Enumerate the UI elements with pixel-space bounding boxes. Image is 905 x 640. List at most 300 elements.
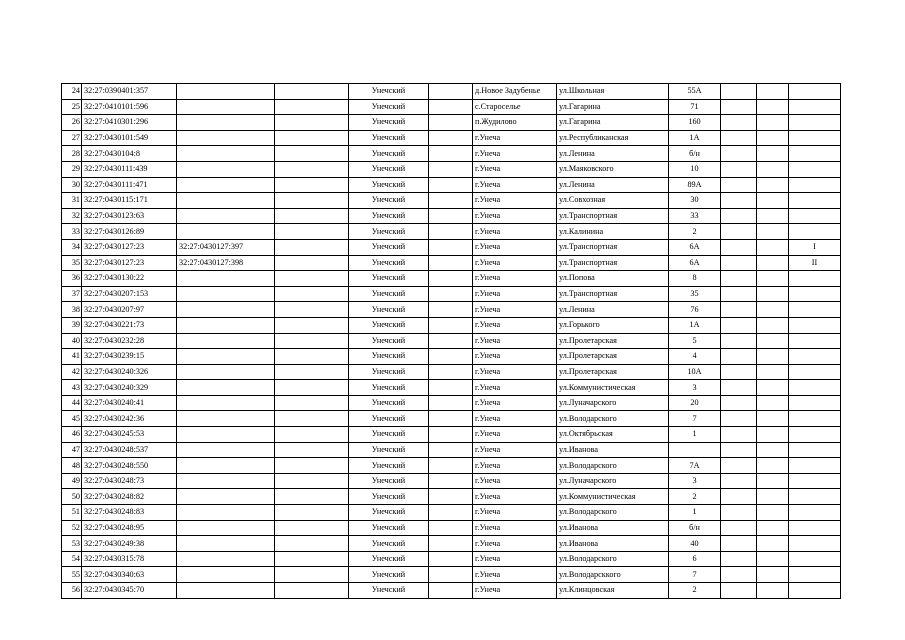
row-number-cell: 30: [62, 177, 82, 193]
row-number-cell: 45: [62, 411, 82, 427]
sub-cadastral-number-cell: [177, 395, 275, 411]
row-number-cell: 43: [62, 380, 82, 396]
row-number-cell: 38: [62, 302, 82, 318]
empty-cell: [721, 536, 757, 552]
house-number-cell: 30: [669, 193, 721, 209]
house-number-cell: 8: [669, 271, 721, 287]
row-number-cell: 51: [62, 505, 82, 521]
district-cell: Унечский: [349, 239, 429, 255]
cadastral-number-cell: 32:27:0430248:550: [82, 458, 177, 474]
empty-cell: [275, 567, 349, 583]
row-number-cell: 44: [62, 395, 82, 411]
empty-cell: [721, 442, 757, 458]
property-table: [61, 83, 841, 599]
row-number-cell: 31: [62, 193, 82, 209]
empty-cell: [429, 380, 473, 396]
house-number-cell: 1А: [669, 130, 721, 146]
empty-cell: [275, 208, 349, 224]
empty-cell: [275, 583, 349, 599]
street-cell: ул.Коммунистическая: [557, 380, 669, 396]
table-row: [62, 442, 841, 458]
empty-cell: [757, 349, 789, 365]
district-cell: Унечский: [349, 364, 429, 380]
table-row: [62, 302, 841, 318]
settlement-cell: г.Унеча: [473, 380, 557, 396]
district-cell: Унечский: [349, 302, 429, 318]
empty-cell: [757, 286, 789, 302]
cadastral-number-cell: 32:27:0430248:95: [82, 520, 177, 536]
settlement-cell: г.Унеча: [473, 395, 557, 411]
empty-cell: [429, 473, 473, 489]
empty-cell: [721, 380, 757, 396]
table-row: [62, 349, 841, 365]
empty-cell: [757, 115, 789, 131]
cadastral-number-cell: 32:27:0430249:38: [82, 536, 177, 552]
empty-cell: [757, 567, 789, 583]
row-number-cell: 54: [62, 551, 82, 567]
empty-cell: [275, 536, 349, 552]
settlement-cell: г.Унеча: [473, 333, 557, 349]
empty-cell: [757, 177, 789, 193]
empty-cell: [721, 395, 757, 411]
empty-cell: [721, 551, 757, 567]
sub-cadastral-number-cell: [177, 193, 275, 209]
row-number-cell: 40: [62, 333, 82, 349]
unit-cell: [789, 427, 841, 443]
cadastral-number-cell: 32:27:0430207:153: [82, 286, 177, 302]
empty-cell: [757, 520, 789, 536]
empty-cell: [429, 146, 473, 162]
district-cell: Унечский: [349, 583, 429, 599]
table-row: [62, 567, 841, 583]
district-cell: Унечский: [349, 427, 429, 443]
district-cell: Унечский: [349, 411, 429, 427]
empty-cell: [429, 411, 473, 427]
sub-cadastral-number-cell: [177, 286, 275, 302]
settlement-cell: г.Унеча: [473, 130, 557, 146]
unit-cell: [789, 286, 841, 302]
settlement-cell: г.Унеча: [473, 193, 557, 209]
settlement-cell: г.Унеча: [473, 271, 557, 287]
house-number-cell: 40: [669, 536, 721, 552]
sub-cadastral-number-cell: [177, 99, 275, 115]
unit-cell: [789, 583, 841, 599]
empty-cell: [429, 427, 473, 443]
street-cell: ул.Володарского: [557, 505, 669, 521]
empty-cell: [275, 84, 349, 100]
table-row: [62, 380, 841, 396]
empty-cell: [275, 505, 349, 521]
table-row: [62, 458, 841, 474]
empty-cell: [757, 146, 789, 162]
district-cell: Унечский: [349, 286, 429, 302]
empty-cell: [429, 458, 473, 474]
row-number-cell: 33: [62, 224, 82, 240]
unit-cell: [789, 551, 841, 567]
table-row: [62, 536, 841, 552]
street-cell: ул.Ленина: [557, 302, 669, 318]
settlement-cell: г.Унеча: [473, 364, 557, 380]
district-cell: Унечский: [349, 84, 429, 100]
house-number-cell: 5: [669, 333, 721, 349]
settlement-cell: г.Унеча: [473, 146, 557, 162]
sub-cadastral-number-cell: [177, 317, 275, 333]
empty-cell: [429, 567, 473, 583]
street-cell: ул.Транспортная: [557, 286, 669, 302]
cadastral-number-cell: 32:27:0410301:296: [82, 115, 177, 131]
table-row: [62, 286, 841, 302]
unit-cell: [789, 224, 841, 240]
cadastral-number-cell: 32:27:0430115:171: [82, 193, 177, 209]
row-number-cell: 47: [62, 442, 82, 458]
settlement-cell: г.Унеча: [473, 177, 557, 193]
street-cell: ул.Попова: [557, 271, 669, 287]
empty-cell: [757, 317, 789, 333]
cadastral-number-cell: 32:27:0430242:36: [82, 411, 177, 427]
house-number-cell: 3: [669, 473, 721, 489]
sub-cadastral-number-cell: [177, 364, 275, 380]
street-cell: ул.Иванова: [557, 536, 669, 552]
cadastral-number-cell: 32:27:0430126:89: [82, 224, 177, 240]
unit-cell: [789, 333, 841, 349]
empty-cell: [757, 224, 789, 240]
settlement-cell: г.Унеча: [473, 567, 557, 583]
empty-cell: [721, 255, 757, 271]
row-number-cell: 26: [62, 115, 82, 131]
sub-cadastral-number-cell: 32:27:0430127:398: [177, 255, 275, 271]
empty-cell: [429, 130, 473, 146]
cadastral-number-cell: 32:27:0430221:73: [82, 317, 177, 333]
sub-cadastral-number-cell: [177, 520, 275, 536]
row-number-cell: 32: [62, 208, 82, 224]
sub-cadastral-number-cell: [177, 536, 275, 552]
house-number-cell: 6: [669, 551, 721, 567]
empty-cell: [721, 333, 757, 349]
house-number-cell: 2: [669, 583, 721, 599]
street-cell: ул.Ленина: [557, 177, 669, 193]
table-row: [62, 427, 841, 443]
empty-cell: [757, 161, 789, 177]
row-number-cell: 52: [62, 520, 82, 536]
empty-cell: [757, 333, 789, 349]
cadastral-number-cell: 32:27:0430130:22: [82, 271, 177, 287]
unit-cell: [789, 208, 841, 224]
empty-cell: [757, 458, 789, 474]
table-row: [62, 161, 841, 177]
district-cell: Унечский: [349, 255, 429, 271]
street-cell: ул.Калинина: [557, 224, 669, 240]
empty-cell: [721, 364, 757, 380]
empty-cell: [429, 177, 473, 193]
empty-cell: [721, 161, 757, 177]
street-cell: ул.Володарского: [557, 458, 669, 474]
unit-cell: [789, 177, 841, 193]
street-cell: ул.Октябрьская: [557, 427, 669, 443]
settlement-cell: г.Унеча: [473, 161, 557, 177]
empty-cell: [429, 84, 473, 100]
unit-cell: [789, 302, 841, 318]
unit-cell: [789, 567, 841, 583]
district-cell: Унечский: [349, 317, 429, 333]
unit-cell: [789, 395, 841, 411]
empty-cell: [275, 271, 349, 287]
table-row: [62, 520, 841, 536]
house-number-cell: 71: [669, 99, 721, 115]
table-row: [62, 395, 841, 411]
sub-cadastral-number-cell: [177, 146, 275, 162]
cadastral-number-cell: 32:27:0430127:23: [82, 255, 177, 271]
empty-cell: [721, 505, 757, 521]
empty-cell: [721, 286, 757, 302]
district-cell: Унечский: [349, 130, 429, 146]
empty-cell: [429, 99, 473, 115]
settlement-cell: г.Унеча: [473, 255, 557, 271]
house-number-cell: б/н: [669, 146, 721, 162]
empty-cell: [757, 130, 789, 146]
cadastral-number-cell: 32:27:0430111:471: [82, 177, 177, 193]
empty-cell: [721, 520, 757, 536]
empty-cell: [275, 130, 349, 146]
district-cell: Унечский: [349, 380, 429, 396]
unit-cell: [789, 442, 841, 458]
unit-cell: [789, 411, 841, 427]
house-number-cell: 10А: [669, 364, 721, 380]
unit-cell: I: [789, 239, 841, 255]
row-number-cell: 42: [62, 364, 82, 380]
unit-cell: [789, 84, 841, 100]
unit-cell: [789, 458, 841, 474]
street-cell: ул.Республиканская: [557, 130, 669, 146]
empty-cell: [757, 489, 789, 505]
settlement-cell: г.Унеча: [473, 458, 557, 474]
empty-cell: [275, 286, 349, 302]
settlement-cell: г.Унеча: [473, 239, 557, 255]
empty-cell: [757, 239, 789, 255]
sub-cadastral-number-cell: [177, 224, 275, 240]
sub-cadastral-number-cell: [177, 489, 275, 505]
street-cell: ул.Ленина: [557, 146, 669, 162]
sub-cadastral-number-cell: [177, 458, 275, 474]
district-cell: Унечский: [349, 536, 429, 552]
empty-cell: [429, 208, 473, 224]
street-cell: ул.Маяковского: [557, 161, 669, 177]
house-number-cell: 89А: [669, 177, 721, 193]
house-number-cell: 2: [669, 489, 721, 505]
empty-cell: [275, 239, 349, 255]
unit-cell: [789, 349, 841, 365]
table-row: [62, 115, 841, 131]
cadastral-number-cell: 32:27:0430345:70: [82, 583, 177, 599]
street-cell: ул.Пролетарская: [557, 333, 669, 349]
empty-cell: [275, 473, 349, 489]
empty-cell: [721, 115, 757, 131]
row-number-cell: 55: [62, 567, 82, 583]
empty-cell: [721, 317, 757, 333]
row-number-cell: 48: [62, 458, 82, 474]
empty-cell: [721, 193, 757, 209]
empty-cell: [275, 146, 349, 162]
empty-cell: [721, 84, 757, 100]
settlement-cell: д.Новое Задубенье: [473, 84, 557, 100]
cadastral-number-cell: 32:27:0430239:15: [82, 349, 177, 365]
sub-cadastral-number-cell: [177, 505, 275, 521]
empty-cell: [429, 317, 473, 333]
house-number-cell: 4: [669, 349, 721, 365]
empty-cell: [757, 442, 789, 458]
district-cell: Унечский: [349, 458, 429, 474]
empty-cell: [757, 193, 789, 209]
street-cell: ул.Клинцовская: [557, 583, 669, 599]
cadastral-number-cell: 32:27:0430245:53: [82, 427, 177, 443]
district-cell: Унечский: [349, 505, 429, 521]
row-number-cell: 36: [62, 271, 82, 287]
cadastral-number-cell: 32:27:0390401:357: [82, 84, 177, 100]
district-cell: Унечский: [349, 442, 429, 458]
empty-cell: [721, 302, 757, 318]
house-number-cell: 76: [669, 302, 721, 318]
unit-cell: [789, 364, 841, 380]
settlement-cell: г.Унеча: [473, 583, 557, 599]
unit-cell: [789, 161, 841, 177]
settlement-cell: п.Жудилово: [473, 115, 557, 131]
empty-cell: [429, 333, 473, 349]
sub-cadastral-number-cell: [177, 115, 275, 131]
street-cell: ул.Пролетарская: [557, 364, 669, 380]
street-cell: ул.Володарсккого: [557, 567, 669, 583]
settlement-cell: г.Унеча: [473, 505, 557, 521]
empty-cell: [275, 255, 349, 271]
unit-cell: [789, 271, 841, 287]
empty-cell: [275, 349, 349, 365]
table-body: [62, 84, 841, 599]
house-number-cell: 33: [669, 208, 721, 224]
empty-cell: [275, 442, 349, 458]
settlement-cell: г.Унеча: [473, 224, 557, 240]
empty-cell: [275, 458, 349, 474]
unit-cell: [789, 146, 841, 162]
settlement-cell: г.Унеча: [473, 302, 557, 318]
empty-cell: [757, 427, 789, 443]
street-cell: ул.Иванова: [557, 520, 669, 536]
sub-cadastral-number-cell: [177, 349, 275, 365]
district-cell: Унечский: [349, 146, 429, 162]
row-number-cell: 46: [62, 427, 82, 443]
row-number-cell: 29: [62, 161, 82, 177]
empty-cell: [757, 208, 789, 224]
row-number-cell: 50: [62, 489, 82, 505]
row-number-cell: 25: [62, 99, 82, 115]
cadastral-number-cell: 32:27:0430248:82: [82, 489, 177, 505]
district-cell: Унечский: [349, 271, 429, 287]
street-cell: ул.Горького: [557, 317, 669, 333]
house-number-cell: 7А: [669, 458, 721, 474]
empty-cell: [721, 458, 757, 474]
sub-cadastral-number-cell: [177, 427, 275, 443]
empty-cell: [757, 380, 789, 396]
empty-cell: [429, 115, 473, 131]
table-row: [62, 411, 841, 427]
cadastral-number-cell: 32:27:0430248:537: [82, 442, 177, 458]
empty-cell: [275, 427, 349, 443]
unit-cell: II: [789, 255, 841, 271]
unit-cell: [789, 99, 841, 115]
sub-cadastral-number-cell: [177, 583, 275, 599]
empty-cell: [757, 411, 789, 427]
district-cell: Унечский: [349, 551, 429, 567]
sub-cadastral-number-cell: [177, 442, 275, 458]
settlement-cell: г.Унеча: [473, 442, 557, 458]
empty-cell: [275, 380, 349, 396]
district-cell: Унечский: [349, 567, 429, 583]
empty-cell: [275, 302, 349, 318]
street-cell: ул.Володарского: [557, 411, 669, 427]
row-number-cell: 27: [62, 130, 82, 146]
empty-cell: [757, 84, 789, 100]
unit-cell: [789, 317, 841, 333]
empty-cell: [275, 115, 349, 131]
unit-cell: [789, 193, 841, 209]
cadastral-number-cell: 32:27:0430232:28: [82, 333, 177, 349]
empty-cell: [721, 473, 757, 489]
table-row: [62, 146, 841, 162]
unit-cell: [789, 115, 841, 131]
row-number-cell: 56: [62, 583, 82, 599]
cadastral-number-cell: 32:27:0430123:63: [82, 208, 177, 224]
cadastral-number-cell: 32:27:0430248:83: [82, 505, 177, 521]
house-number-cell: 7: [669, 567, 721, 583]
empty-cell: [721, 427, 757, 443]
settlement-cell: г.Унеча: [473, 473, 557, 489]
empty-cell: [721, 271, 757, 287]
cadastral-number-cell: 32:27:0430315:78: [82, 551, 177, 567]
cadastral-number-cell: 32:27:0430248:73: [82, 473, 177, 489]
empty-cell: [429, 286, 473, 302]
cadastral-number-cell: 32:27:0430207:97: [82, 302, 177, 318]
empty-cell: [757, 99, 789, 115]
district-cell: Унечский: [349, 473, 429, 489]
empty-cell: [721, 208, 757, 224]
empty-cell: [429, 583, 473, 599]
empty-cell: [721, 224, 757, 240]
street-cell: ул.Иванова: [557, 442, 669, 458]
empty-cell: [721, 99, 757, 115]
empty-cell: [757, 473, 789, 489]
sub-cadastral-number-cell: [177, 84, 275, 100]
empty-cell: [721, 177, 757, 193]
row-number-cell: 53: [62, 536, 82, 552]
district-cell: Унечский: [349, 208, 429, 224]
empty-cell: [429, 302, 473, 318]
settlement-cell: г.Унеча: [473, 427, 557, 443]
empty-cell: [275, 224, 349, 240]
cadastral-number-cell: 32:27:0430240:326: [82, 364, 177, 380]
settlement-cell: г.Унеча: [473, 286, 557, 302]
empty-cell: [721, 146, 757, 162]
empty-cell: [429, 489, 473, 505]
empty-cell: [429, 255, 473, 271]
cadastral-number-cell: 32:27:0430127:23: [82, 239, 177, 255]
street-cell: ул.Гагарина: [557, 115, 669, 131]
settlement-cell: г.Унеча: [473, 489, 557, 505]
street-cell: ул.Совхозная: [557, 193, 669, 209]
table-row: [62, 317, 841, 333]
empty-cell: [721, 411, 757, 427]
house-number-cell: 1: [669, 427, 721, 443]
empty-cell: [757, 551, 789, 567]
row-number-cell: 39: [62, 317, 82, 333]
sub-cadastral-number-cell: [177, 161, 275, 177]
table-row: [62, 333, 841, 349]
